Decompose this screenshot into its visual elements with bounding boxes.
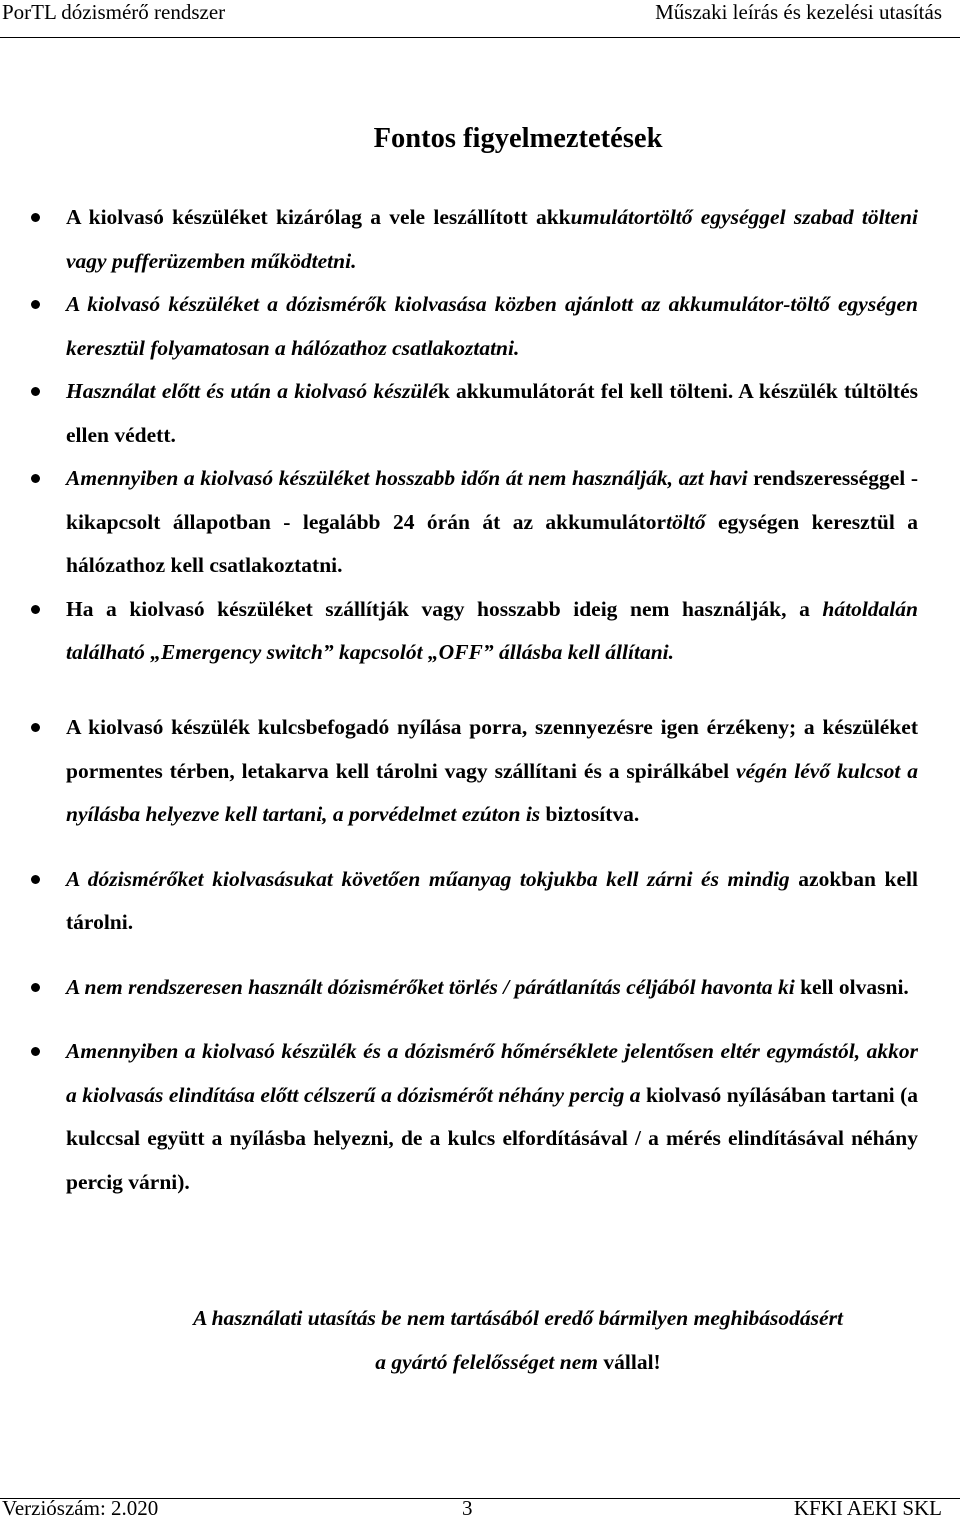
- warning-item: [66, 588, 918, 675]
- warning-item: [66, 457, 918, 588]
- warning-text-segment: Ha a kiolvasó készüléket szállítják vagy hosszabb ideig nem használják, a: [66, 596, 823, 621]
- warning-text-segment: azokban kell tárolni.: [66, 866, 918, 934]
- warning-text-segment: kell olvasni.: [800, 974, 909, 999]
- header-document-title: Műszaki leírás és kezelési utasítás: [655, 0, 942, 24]
- footer-page-number: 3: [462, 1496, 473, 1520]
- warning-text-segment: A dózismérőket kiolvasásukat követően műanyag tokjukba kell zárni és mindig: [66, 866, 799, 891]
- closing-line-2-upright: vállal!: [603, 1350, 661, 1374]
- closing-line-2-italic: a gyártó felelősséget nem: [375, 1350, 604, 1374]
- warning-text-segment: hátoldalán található „Emergency switch” kapcsolót „OFF” állásba kell állítani.: [66, 596, 918, 664]
- warning-item: [66, 966, 918, 1010]
- page-title: Fontos figyelmeztetések: [373, 123, 663, 154]
- page-footer: [0, 1498, 960, 1522]
- warning-text-segment: A kiolvasó készülék kulcsbefogadó nyílása porra, szennyezésre igen érzékeny; a készüléket pormentes térben, letakarva kell tárolni vagy szállítani és a spirálkábel: [66, 715, 918, 783]
- warning-item: [66, 370, 918, 457]
- warning-text-segment: umulátortöltő egységgel szabad tölteni vagy pufferüzemben működtetni.: [66, 205, 918, 273]
- footer-organization: KFKI AEKI SKL: [793, 1496, 942, 1520]
- warning-item: [66, 283, 918, 370]
- closing-line-1: A használati utasítás be nem tartásából eredő bármilyen meghibásodásért: [193, 1306, 843, 1330]
- warning-item: [66, 1030, 918, 1204]
- closing-notice: [0, 1296, 960, 1384]
- warning-list: [66, 196, 918, 675]
- warning-text-segment: biztosítva.: [545, 802, 640, 826]
- warning-text-segment: végén lévő kulcsot a nyílásba helyezve kell tartani, a porvédelmet ezúton is: [66, 758, 918, 826]
- page-header: [0, 0, 960, 38]
- warning-text-segment: egységen keresztül a hálózathoz kell csatlakoztatni.: [66, 509, 918, 577]
- warning-text-segment: töltő: [666, 509, 706, 534]
- closing-line-2: [0, 1340, 960, 1384]
- footer-version: Verziószám: 2.020: [2, 1496, 159, 1520]
- warning-text-segment: A kiolvasó készüléket kizárólag a vele leszállított akk: [66, 205, 571, 229]
- warning-text-segment: Használat előtt és után a kiolvasó készülé: [66, 379, 438, 403]
- header-product-name: PorTL dózismérő rendszer: [2, 0, 226, 24]
- warning-text-segment: Amennyiben a kiolvasó készülék és a dózismérő hőmérséklete jelentősen eltér egymástól, akkor a kiolvasás elindítása előtt célszerű a dózismérőt néhány percig a: [66, 1039, 918, 1107]
- warning-text-segment: k akkumulátorát fel kell tölteni. A készülék túltöltés ellen védett.: [66, 379, 918, 447]
- warning-list-continued: [66, 706, 918, 1204]
- warning-item: [66, 858, 918, 945]
- warning-text-segment: rendszerességgel - kikapcsolt állapotban - legalább 24 órán át az akkumulátor: [66, 466, 918, 534]
- warning-text-segment: kiolvasó nyílásában tartani (a kulccsal együtt a nyílásba helyezni, de a kulcs elfordításával / a mérés elindításával néhány percig várni).: [66, 1082, 918, 1194]
- warning-text-segment: A nem rendszeresen használt dózismérőket törlés / párátlanítás céljából havonta ki: [66, 974, 801, 999]
- warning-item: [66, 706, 918, 837]
- warning-text-segment: Amennyiben a kiolvasó készüléket hosszabb időn át nem használják, azt havi: [66, 466, 754, 490]
- warning-text-segment: A kiolvasó készüléket a dózismérők kiolvasása közben ajánlott az akkumulátor-töltő egységen keresztül folyamatosan a hálózathoz csatlakoztatni.: [66, 292, 918, 360]
- warning-item: [66, 196, 918, 283]
